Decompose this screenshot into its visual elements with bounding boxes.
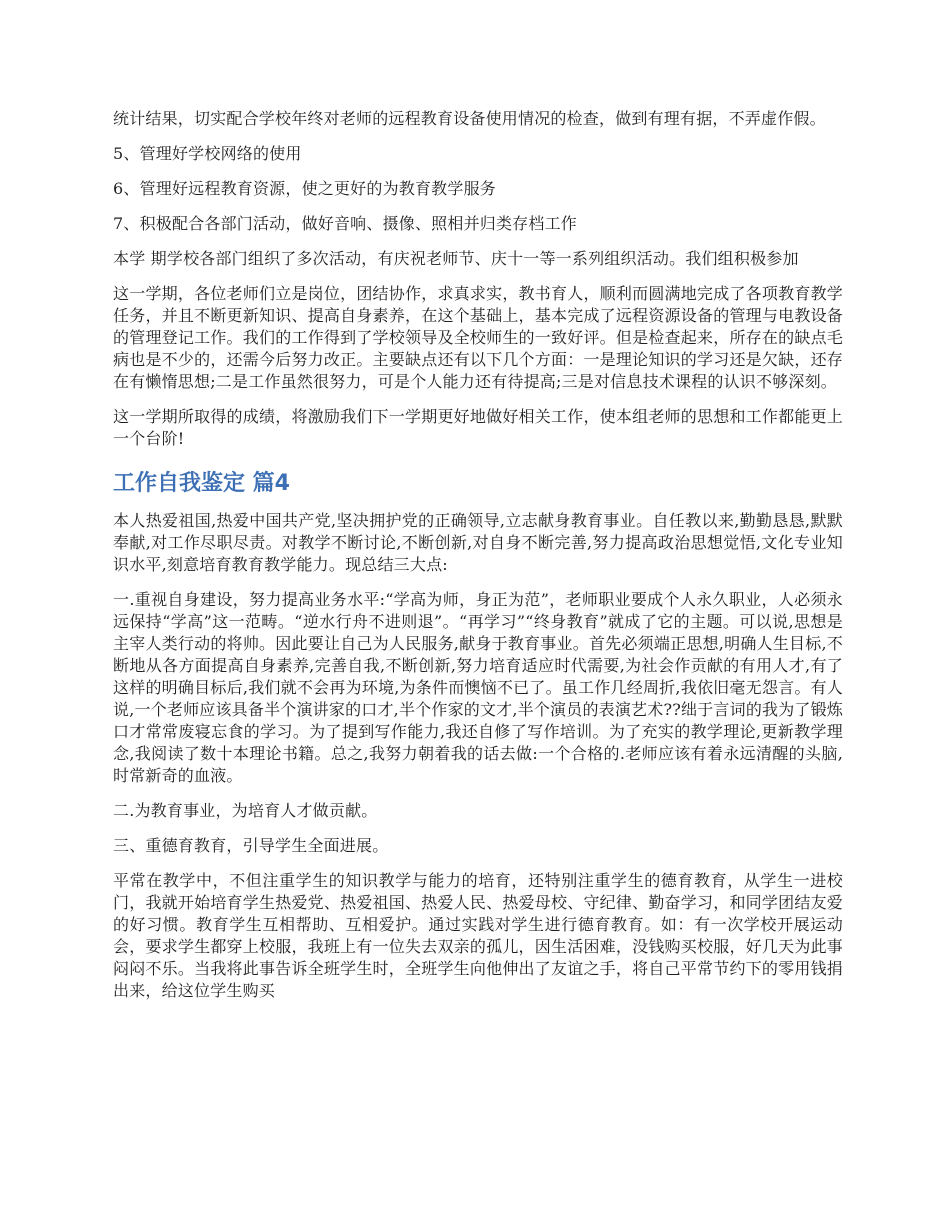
paragraph-activities: 本学 期学校各部门组织了多次活动，有庆祝老师节、庆十一等一系列组织活动。我们组积极参加 (113, 249, 799, 268)
paragraph-achievements: 这一学期所取得的成绩，将激励我们下一学期更好地做好相关工作，使本组老师的思想和工作都能更上一个台阶! (113, 407, 843, 448)
document-page (113, 108, 843, 1015)
paragraph-point-one: 一.重视自身建设，努力提高业务水平:“学高为师，身正为范”，老师职业要成个人永久职业，人必须永远保持“学高”这一范畴。“逆水行舟不进则退”。“再学习”“终身教育”就成了它的主题。可以说,思想是主宰人类行动的将帅。因此要让自己为人民服务,献身于教育事业。首先必须端正思想,明确人生目标,不断地从各方面提高自身素养,完善自我,不断创新,努力培育适应时代需要,为社会作贡献的有用人才,有了这样的明确目标后,我们就不会再为环境,为条件而懊恼不已了。虽工作几经周折,我依旧毫无怨言。有人说,一个老师应该具备半个演讲家的口才,半个作家的文才,半个演员的表演艺术??绌于言词的我为了锻炼口才常常废寝忘食的学习。为了提到写作能力,我还自修了写作培训。为了充实的教学理论,更新教学理念,我阅读了数十本理论书籍。总之,我努力朝着我的话去做:一个合格的.老师应该有着永远清醒的头脑,时常新奇的血液。 (113, 590, 844, 785)
paragraph-point-three: 三、重德育教育，引导学生全面进展。 (113, 836, 389, 855)
paragraph-semester-summary: 这一学期，各位老师们立是岗位，团结协作，求真求实，教书育人，顺利而圆满地完成了各项教育教学任务，并且不断更新知识、提高自身素养，在这个基础上，基本完成了远程资源设备的管理与电教设备的管理登记工作。我们的工作得到了学校领导及全校师生的一致好评。但是检查起来，所存在的缺点毛病也是不少的，还需今后努力改正。主要缺点还有以下几个方面：一是理论知识的学习还是欠缺，还存在有懒惰思想;二是工作虽然很努力，可是个人能力还有待提高;三是对信息技术课程的认识不够深刻。 (113, 284, 843, 391)
paragraph-introduction: 本人热爱祖国,热爱中国共产党,坚决拥护党的正确领导,立志献身教育事业。自任教以来,勤勤恳恳,默默奉献,对工作尽职尽责。对教学不断讨论,不断创新,对自身不断完善,努力提高政治思想觉悟,文化专业知识水平,刻意培育教育教学能力。现总结三大点: (113, 511, 843, 574)
list-item-5: 5、管理好学校网络的使用 (113, 144, 302, 163)
list-item-6: 6、管理好远程教育资源，使之更好的为教育教学服务 (113, 179, 496, 198)
list-item-7: 7、积极配合各部门活动，做好音响、摄像、照相并归类存档工作 (113, 214, 577, 233)
paragraph-point-two: 二.为教育事业，为培育人才做贡献。 (113, 801, 378, 820)
section-heading: 工作自我鉴定 篇4 (113, 471, 290, 496)
paragraph-stats-result: 统计结果，切实配合学校年终对老师的远程教育设备使用情况的检查，做到有理有据，不弄虚作假。 (113, 109, 826, 128)
paragraph-moral-education: 平常在教学中，不但注重学生的知识教学与能力的培育，还特别注重学生的德育教育，从学生一进校门，我就开始培育学生热爱党、热爱祖国、热爱人民、热爱母校、守纪律、勤奋学习，和同学团结友爱的好习惯。教育学生互相帮助、互相爱护。通过实践对学生进行德育教育。如：有一次学校开展运动会，要求学生都穿上校服，我班上有一位失去双亲的孤儿，因生活困难，没钱购买校服，好几天为此事闷闷不乐。当我将此事告诉全班学生时，全班学生向他伸出了友谊之手，将自己平常节约下的零用钱捐出来，给这位学生购买 (113, 871, 843, 1000)
